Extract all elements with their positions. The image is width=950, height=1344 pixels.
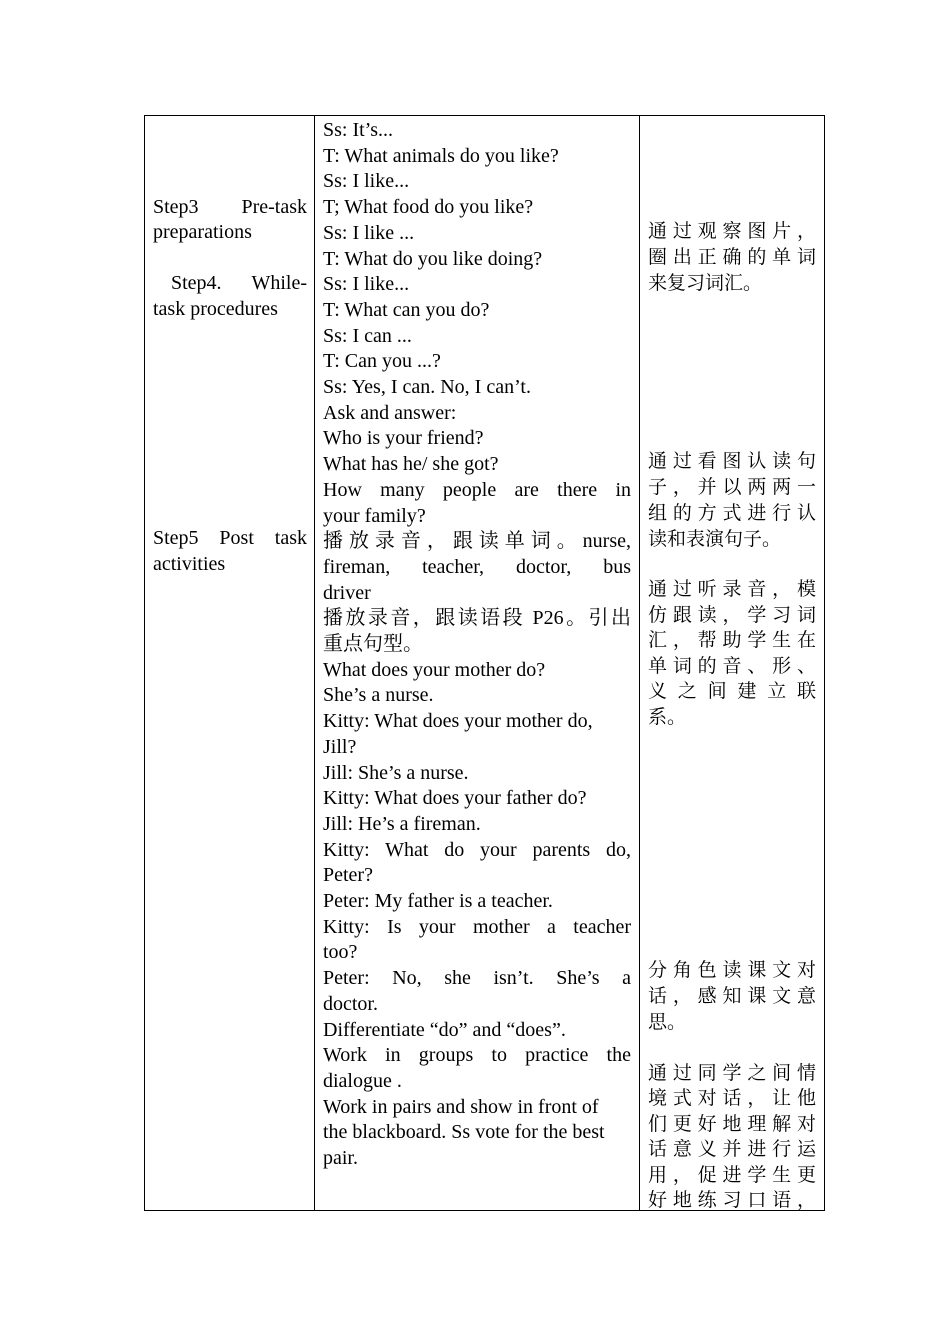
purpose-line: 来复习词汇。 (648, 272, 763, 294)
process-line: How many people are there in (323, 478, 631, 501)
purpose-line: 通过同学之间情 (648, 1062, 816, 1084)
process-line: Ss: I can ... (323, 324, 412, 347)
purpose-line: 单词的音、形、 (648, 655, 816, 677)
purpose-line: 系。 (648, 706, 687, 728)
purpose-line: 们更好地理解对 (648, 1113, 816, 1135)
process-line: She’s a nurse. (323, 684, 434, 707)
process-line: Jill? (323, 735, 357, 758)
purpose-line: 义之间建立联 (648, 680, 816, 702)
process-line: Kitty: What do your parents do, (323, 838, 631, 861)
process-line: What has he/ she got? (323, 453, 499, 476)
purpose-line: 组的方式进行认 (648, 502, 816, 524)
purpose-line: 读和表演句子。 (648, 528, 782, 550)
process-line: Kitty: What does your mother do, (323, 710, 593, 733)
process-line: What does your mother do? (323, 658, 546, 681)
purpose-line: 话，感知课文意 (648, 985, 816, 1007)
process-line: driver (323, 581, 371, 604)
process-line: Ask and answer: (323, 401, 457, 424)
process-line: T: Can you ...? (323, 350, 441, 373)
purpose-line: 分角色读课文对 (648, 959, 816, 981)
purpose-line: 仿跟读，学习词 (648, 604, 816, 626)
purpose-line: 子，并以两两一 (648, 476, 816, 498)
process-line: dialogue . (323, 1069, 402, 1092)
steps-column (145, 116, 315, 1210)
process-line: fireman, teacher, doctor, bus (323, 555, 631, 578)
process-line: T: What can you do? (323, 298, 490, 321)
process-line: Jill: He’s a fireman. (323, 812, 481, 835)
process-line: Work in pairs and show in front of (323, 1095, 599, 1118)
process-line: doctor. (323, 992, 378, 1015)
process-line: 播放录音，跟读语段 P26。引出 (323, 607, 631, 630)
purpose-line: 话意义并进行运 (648, 1138, 816, 1160)
design-purpose-column (640, 116, 826, 1210)
purpose-line: 境式对话，让他 (648, 1087, 816, 1109)
process-line: Work in groups to practice the (323, 1044, 631, 1067)
process-line: Ss: I like ... (323, 221, 415, 244)
process-line: Kitty: What does your father do? (323, 787, 587, 810)
process-line: Kitty: Is your mother a teacher (323, 915, 631, 938)
process-line: Jill: She’s a nurse. (323, 761, 469, 784)
step5-label-cont: activities (153, 553, 226, 575)
purpose-line: 通过听录音，模 (648, 578, 816, 600)
step3-label: Step3 Pre-task (153, 196, 307, 218)
process-line: Ss: I like... (323, 273, 410, 296)
process-line: Differentiate “do” and “does”. (323, 1018, 566, 1041)
purpose-line: 圈出正确的单词 (648, 246, 816, 268)
purpose-line: 汇，帮助学生在 (648, 629, 816, 651)
process-line: Who is your friend? (323, 427, 484, 450)
purpose-line: 好地练习口语， (648, 1189, 816, 1211)
lesson-plan-table (144, 115, 825, 1211)
step4-label-cont: task procedures (153, 298, 278, 320)
process-line: 重点句型。 (323, 633, 423, 655)
process-line: too? (323, 941, 358, 964)
process-line: pair. (323, 1147, 358, 1169)
process-line: the blackboard. Ss vote for the best (323, 1121, 605, 1144)
process-line: Peter: No, she isn’t. She’s a (323, 967, 631, 990)
process-line: 播放录音，跟读单词。nurse, (323, 530, 631, 553)
purpose-line: 通过观察图片， (648, 220, 816, 242)
process-line: Ss: It’s... (323, 119, 394, 141)
teaching-process-column (315, 116, 640, 1210)
step5-label: Step5 Post task (153, 527, 307, 549)
process-line: Ss: Yes, I can. No, I can’t. (323, 376, 531, 398)
process-line: T: What do you like doing? (323, 247, 543, 270)
process-line: Peter? (323, 864, 373, 887)
purpose-line: 思。 (648, 1011, 687, 1033)
process-line: T: What animals do you like? (323, 144, 559, 167)
process-line: Peter: My father is a teacher. (323, 890, 553, 912)
process-line: Ss: I like... (323, 170, 410, 193)
process-line: T; What food do you like? (323, 196, 534, 219)
purpose-line: 通过看图认读句 (648, 450, 816, 472)
step4-label: Step4. While- (171, 272, 307, 294)
process-line: your family? (323, 504, 426, 527)
purpose-line: 用，促进学生更 (648, 1164, 816, 1186)
step3-label-cont: preparations (153, 221, 252, 243)
